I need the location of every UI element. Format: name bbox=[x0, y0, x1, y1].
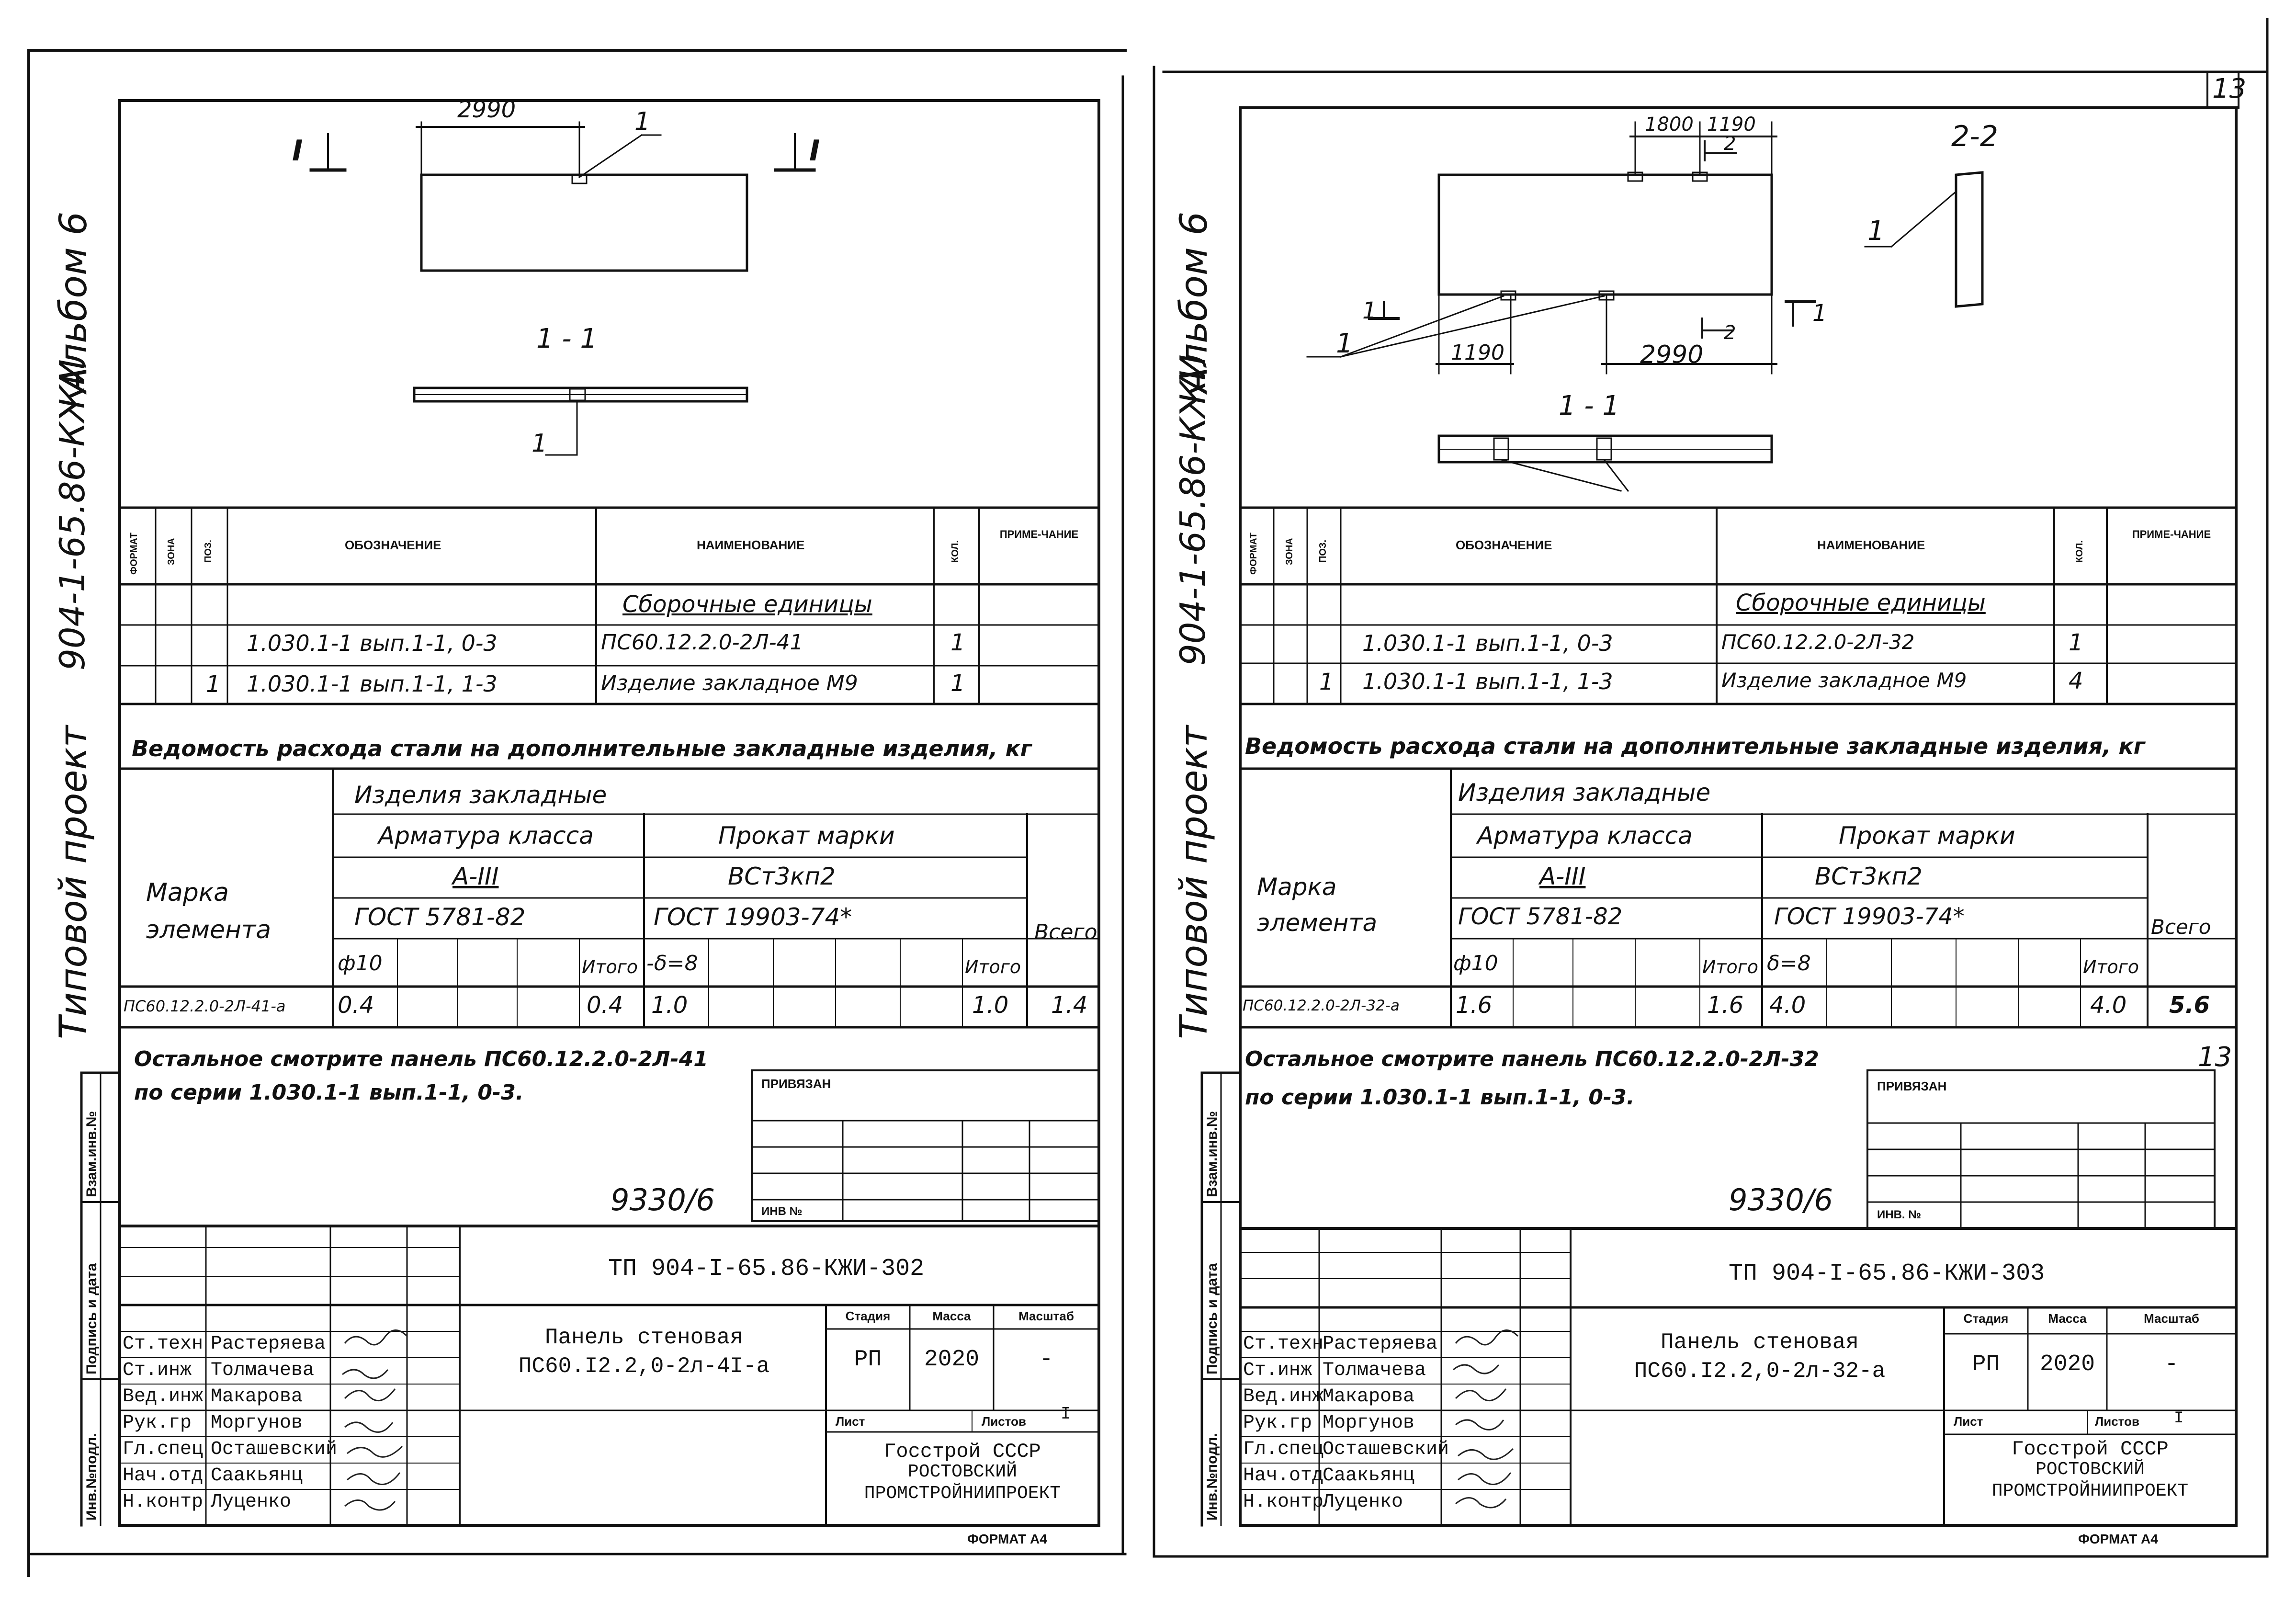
steel-rolled-gost: ГОСТ 19903-74* bbox=[1774, 903, 1965, 930]
person-role: Рук.гр bbox=[123, 1412, 192, 1434]
privyazan-label: ПРИВЯЗАН bbox=[761, 1077, 831, 1091]
steel-col-total1: Итого bbox=[582, 956, 638, 977]
person-role: Ст.техн bbox=[1243, 1333, 1324, 1355]
doc-code: ТП 904-I-65.86-КЖИ-302 bbox=[608, 1255, 925, 1283]
format-label: ФОРМАТ А4 bbox=[2078, 1532, 2158, 1546]
section-title-1-1: 1 - 1 bbox=[1559, 390, 1620, 421]
spec-row2-qty: 4 bbox=[2069, 668, 2083, 694]
steel-rebar-grade: А-III bbox=[452, 863, 499, 890]
spec-header-zone: ЗОНА bbox=[166, 538, 177, 565]
spec-row2-pos: 1 bbox=[206, 671, 221, 698]
privyazan-label: ПРИВЯЗАН bbox=[1877, 1079, 1947, 1093]
sheet-label: Лист bbox=[836, 1414, 865, 1429]
person-role: Н.контр bbox=[123, 1491, 204, 1513]
steel-v-all: 5.6 bbox=[2169, 992, 2210, 1019]
spec-row1-designation: 1.030.1-1 вып.1-1, 0-3 bbox=[1362, 630, 1613, 656]
spec-section-label: Сборочные единицы bbox=[1736, 590, 1986, 616]
spec-header-pos: ПОЗ. bbox=[1318, 539, 1328, 563]
steel-v-total1: 1.6 bbox=[1707, 992, 1744, 1019]
person-name: Луценко bbox=[211, 1491, 292, 1513]
steel-rolled-label: Прокат марки bbox=[1839, 822, 2015, 850]
note-line-1: Остальное смотрите панель ПС60.12.2.0-2Л-41 bbox=[134, 1047, 708, 1071]
side-title-album: Альбом 6 bbox=[1173, 211, 1216, 393]
mass-value: 2020 bbox=[924, 1347, 980, 1373]
dim-2990: 2990 bbox=[457, 96, 516, 123]
note-number: 13 bbox=[2198, 1042, 2232, 1073]
spec-row2-name: Изделие закладное М9 bbox=[1721, 669, 1967, 692]
stage-label: Стадия bbox=[1963, 1311, 2009, 1326]
steel-rebar-class: Арматура класса bbox=[1477, 822, 1693, 850]
person-role: Гл.спец bbox=[123, 1439, 204, 1460]
dim-1190-bottom: 1190 bbox=[1451, 341, 1504, 365]
person-role: Ст.инж bbox=[123, 1360, 192, 1381]
stamp-sign-date: Подпись и дата bbox=[1204, 1263, 1220, 1374]
steel-row-mark: ПС60.12.2.0-2Л-41-а bbox=[124, 997, 286, 1015]
spec-row2-designation: 1.030.1-1 вып.1-1, 1-3 bbox=[1362, 669, 1613, 694]
stamp-sign-date: Подпись и дата bbox=[84, 1263, 100, 1374]
steel-embedded: Изделия закладные bbox=[354, 781, 607, 809]
steel-rebar-class: Арматура класса bbox=[378, 822, 594, 850]
person-name: Саакьянц bbox=[1323, 1465, 1415, 1487]
steel-v-all: 1.4 bbox=[1051, 992, 1088, 1019]
person-role: Н.контр bbox=[1243, 1491, 1324, 1513]
person-role: Вед.инж bbox=[1243, 1386, 1324, 1408]
steel-rolled-label: Прокат марки bbox=[718, 822, 895, 850]
dim-1190-top: 1190 bbox=[1707, 114, 1756, 136]
steel-v-total2: 1.0 bbox=[972, 992, 1009, 1019]
sheet-label: Лист bbox=[1954, 1414, 1983, 1429]
steel-rolled-grade: ВСт3кп2 bbox=[1815, 863, 1923, 890]
steel-rolled-grade: ВСт3кп2 bbox=[728, 863, 836, 890]
org-line-2: РОСТОВСКИЙ bbox=[907, 1462, 1018, 1482]
steel-rebar-gost: ГОСТ 5781-82 bbox=[354, 903, 526, 931]
org-line-2: РОСТОВСКИЙ bbox=[2035, 1459, 2145, 1480]
section-mark-left: I bbox=[292, 134, 303, 168]
steel-v-total1: 0.4 bbox=[587, 992, 623, 1019]
spec-header-zone: ЗОНА bbox=[1284, 538, 1295, 565]
person-name: Саакьянц bbox=[211, 1465, 303, 1487]
person-name: Осташевский bbox=[211, 1439, 338, 1460]
side-title-code: 904-1-65.86-КЖИ bbox=[1173, 354, 1213, 666]
spec-header-format: ФОРМАТ bbox=[129, 532, 139, 575]
mass-value: 2020 bbox=[2039, 1351, 2095, 1377]
stamp-inv-orig: Инв.№подл. bbox=[84, 1433, 100, 1521]
note-line-1: Остальное смотрите панель ПС60.12.2.0-2Л-32 bbox=[1245, 1047, 1819, 1071]
org-line-1: Госстрой СССР bbox=[2012, 1438, 2169, 1461]
dim-1800: 1800 bbox=[1645, 114, 1694, 136]
dim-2990: 2990 bbox=[1640, 341, 1704, 369]
spec-row1-qty: 1 bbox=[950, 629, 965, 656]
doc-title-1: Панель стеновая bbox=[544, 1325, 744, 1350]
person-role: Вед.инж bbox=[123, 1386, 204, 1408]
doc-title-2: ПС60.I2.2,0-2л-4I-а bbox=[518, 1354, 770, 1379]
mass-label: Масса bbox=[932, 1309, 971, 1323]
steel-v-d8: 1.0 bbox=[651, 992, 688, 1019]
person-role: Ст.техн bbox=[123, 1333, 204, 1355]
steel-col-total1: Итого bbox=[1702, 956, 1759, 977]
steel-total-label: Всего bbox=[1034, 920, 1097, 944]
spec-header-qty: КОЛ. bbox=[950, 540, 961, 563]
section-mark-right: I bbox=[809, 134, 820, 168]
leader-label-1: 1 bbox=[634, 107, 651, 136]
doc-title-2: ПС60.I2.2,0-2л-32-а bbox=[1634, 1359, 1886, 1384]
steel-v-d10: 1.6 bbox=[1456, 992, 1493, 1019]
stage-value: РП bbox=[1972, 1351, 2000, 1377]
section-2-mark-top: 2 bbox=[1724, 133, 1736, 155]
inv-no-label: ИНВ № bbox=[761, 1205, 803, 1218]
org-line-3: ПРОМСТРОЙНИИПРОЕКТ bbox=[1991, 1481, 2189, 1501]
stamp-vzam: Взам.инв.№ bbox=[84, 1111, 100, 1197]
spec-header-designation: ОБОЗНАЧЕНИЕ bbox=[1456, 538, 1552, 552]
stamp-inv-orig: Инв.№подл. bbox=[1204, 1433, 1220, 1521]
stage-label: Стадия bbox=[845, 1309, 891, 1323]
org-line-3: ПРОМСТРОЙНИИПРОЕКТ bbox=[864, 1483, 1061, 1504]
person-name: Осташевский bbox=[1323, 1439, 1449, 1460]
spec-header-note: ПРИМЕ-ЧАНИЕ bbox=[2132, 528, 2211, 540]
sheets-value: I bbox=[1061, 1404, 1071, 1424]
person-role: Нач.отд bbox=[1243, 1465, 1324, 1487]
spec-row2-pos: 1 bbox=[1319, 669, 1334, 695]
steel-rebar-grade: А-III bbox=[1539, 863, 1586, 890]
person-name: Толмачева bbox=[211, 1360, 315, 1381]
spec-header-name: НАИМЕНОВАНИЕ bbox=[1817, 538, 1925, 552]
steel-rebar-gost: ГОСТ 5781-82 bbox=[1458, 903, 1623, 930]
steel-rolled-gost: ГОСТ 19903-74* bbox=[654, 903, 852, 931]
sheets-label: Листов bbox=[982, 1414, 1026, 1429]
spec-row2-name: Изделие закладное М9 bbox=[601, 671, 858, 695]
mass-label: Масса bbox=[2048, 1311, 2087, 1326]
spec-section-label: Сборочные единицы bbox=[622, 591, 872, 618]
steel-title: Ведомость расхода стали на дополнительные закладные изделия, кг bbox=[132, 736, 1032, 761]
person-name: Макарова bbox=[1323, 1386, 1415, 1408]
steel-col-d10: ф10 bbox=[1453, 951, 1498, 976]
side-title-code: 904-1-65.86-КЖИ bbox=[52, 359, 92, 670]
steel-col-d8: δ=8 bbox=[1767, 951, 1811, 976]
leader-label-strip: 1 bbox=[532, 429, 548, 458]
person-name: Макарова bbox=[211, 1386, 303, 1408]
person-role: Ст.инж bbox=[1243, 1360, 1312, 1381]
note-line-2: по серии 1.030.1-1 вып.1-1, 0-3. bbox=[1245, 1085, 1635, 1110]
spec-header-format: ФОРМАТ bbox=[1248, 532, 1259, 575]
inv-number: 9330/6 bbox=[611, 1182, 715, 1217]
scale-value: - bbox=[1039, 1347, 1053, 1373]
steel-mark-label: Марка элемента bbox=[1257, 873, 1378, 937]
inv-number: 9330/6 bbox=[1729, 1182, 1833, 1217]
steel-v-d8: 4.0 bbox=[1769, 992, 1806, 1019]
steel-col-total2: Итого bbox=[2083, 956, 2139, 977]
sheets-label: Листов bbox=[2095, 1414, 2139, 1429]
scale-value: - bbox=[2164, 1351, 2179, 1377]
person-role: Нач.отд bbox=[123, 1465, 204, 1487]
steel-v-d10: 0.4 bbox=[338, 992, 374, 1019]
side-title-tip: Типовой проект bbox=[1173, 725, 1216, 1039]
spec-row1-designation: 1.030.1-1 вып.1-1, 0-3 bbox=[247, 630, 498, 656]
spec-row2-designation: 1.030.1-1 вып.1-1, 1-3 bbox=[247, 671, 498, 697]
doc-title-1: Панель стеновая bbox=[1660, 1330, 1859, 1355]
scale-label: Масштаб bbox=[1018, 1309, 1074, 1323]
person-name: Моргунов bbox=[1323, 1412, 1415, 1434]
section-2-mark-bottom: 2 bbox=[1724, 322, 1736, 344]
spec-row1-name: ПС60.12.2.0-2Л-41 bbox=[601, 630, 803, 655]
stage-value: РП bbox=[854, 1347, 882, 1373]
scale-label: Масштаб bbox=[2144, 1311, 2199, 1326]
steel-row-mark: ПС60.12.2.0-2Л-32-а bbox=[1243, 997, 1400, 1014]
steel-title: Ведомость расхода стали на дополнительные закладные изделия, кг bbox=[1245, 733, 2145, 759]
person-name: Растеряева bbox=[1323, 1333, 1438, 1355]
person-name: Моргунов bbox=[211, 1412, 303, 1434]
section-title-1-1: 1 - 1 bbox=[536, 323, 598, 354]
side-title-album: Альбом 6 bbox=[52, 211, 95, 393]
steel-mark-label: Марка элемента bbox=[146, 878, 271, 944]
doc-code: ТП 904-I-65.86-КЖИ-303 bbox=[1729, 1260, 2045, 1287]
sheets-value: I bbox=[2174, 1409, 2184, 1428]
section-mark-1-right: 1 bbox=[1812, 300, 1827, 327]
spec-header-pos: ПОЗ. bbox=[203, 539, 214, 563]
steel-col-d10: ф10 bbox=[338, 951, 383, 976]
steel-v-total2: 4.0 bbox=[2090, 992, 2127, 1019]
leader-label-1: 1 bbox=[1336, 328, 1353, 359]
format-label: ФОРМАТ А4 bbox=[967, 1532, 1047, 1546]
section-title-2-2: 2-2 bbox=[1951, 120, 1998, 153]
steel-embedded: Изделия закладные bbox=[1458, 779, 1711, 806]
spec-header-note: ПРИМЕ-ЧАНИЕ bbox=[999, 528, 1079, 540]
inv-no-label: ИНВ. № bbox=[1877, 1208, 1922, 1221]
steel-total-label: Всего bbox=[2151, 915, 2211, 939]
spec-header-qty: КОЛ. bbox=[2074, 540, 2085, 563]
note-line-2: по серии 1.030.1-1 вып.1-1, 0-3. bbox=[134, 1080, 524, 1105]
spec-row1-qty: 1 bbox=[2069, 629, 2083, 656]
person-name: Толмачева bbox=[1323, 1360, 1426, 1381]
stamp-vzam: Взам.инв.№ bbox=[1204, 1111, 1220, 1197]
steel-col-total2: Итого bbox=[965, 956, 1021, 977]
person-role: Гл.спец bbox=[1243, 1439, 1324, 1460]
side-title-tip: Типовой проект bbox=[52, 725, 95, 1039]
person-name: Луценко bbox=[1323, 1491, 1403, 1513]
section-mark-1-left: 1 bbox=[1362, 297, 1377, 324]
spec-row2-qty: 1 bbox=[950, 670, 965, 697]
leader-label-22: 1 bbox=[1867, 216, 1885, 247]
spec-header-name: НАИМЕНОВАНИЕ bbox=[697, 538, 805, 552]
person-role: Рук.гр bbox=[1243, 1412, 1312, 1434]
org-line-1: Госстрой СССР bbox=[884, 1440, 1041, 1463]
spec-row1-name: ПС60.12.2.0-2Л-32 bbox=[1721, 630, 1915, 654]
steel-col-d8: -δ=8 bbox=[646, 951, 698, 976]
spec-header-designation: ОБОЗНАЧЕНИЕ bbox=[345, 538, 441, 552]
page-number: 13 bbox=[2212, 73, 2247, 104]
person-name: Растеряева bbox=[211, 1333, 326, 1355]
